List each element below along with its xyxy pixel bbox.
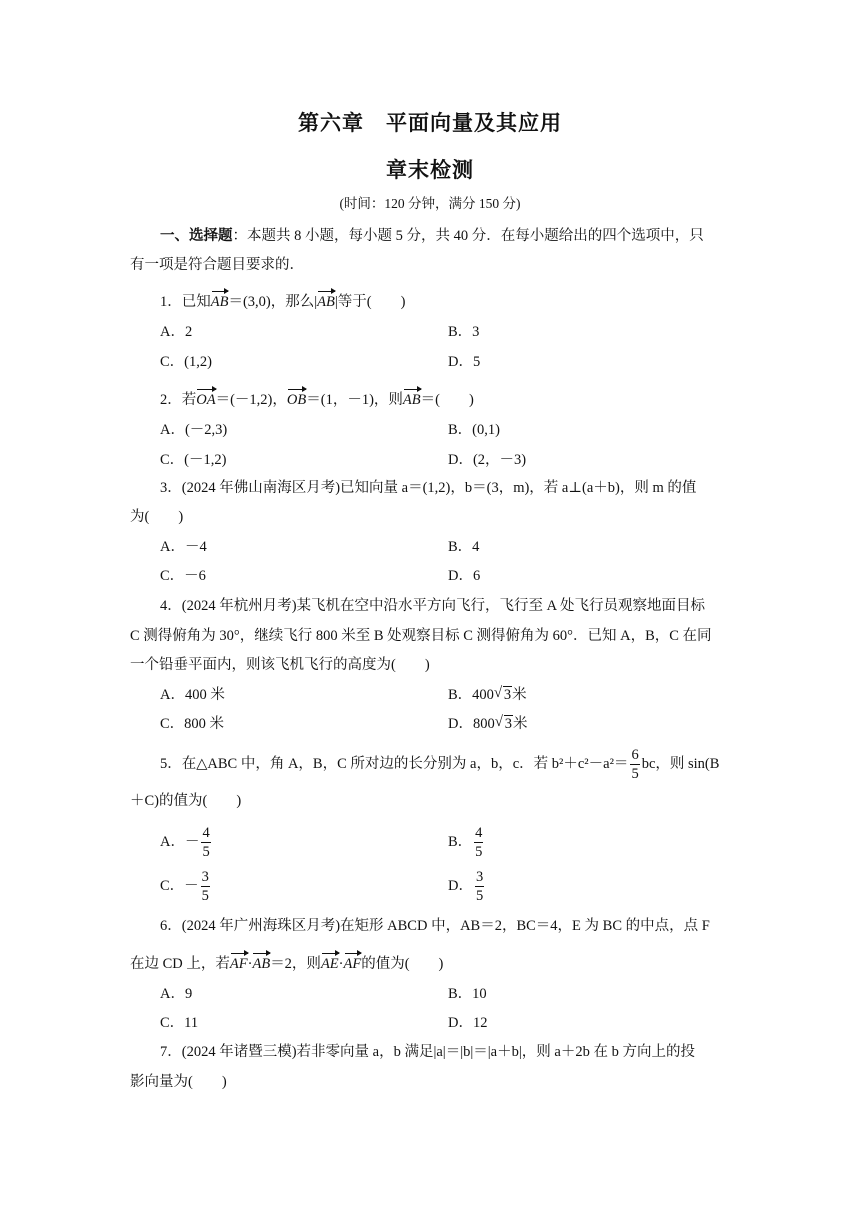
question-7-stem-line1: 7．(2024 年诸暨三模)若非零向量 a，b 满足|a|＝|b|＝|a＋b|，则 a＋2b 在 b 方向上的投 [160, 1044, 695, 1060]
section1-label: 一、选择题 [160, 228, 233, 244]
question-5-option-a: A．－ $\frac{4}{5}$ [160, 825, 210, 861]
question-4-option-a: A．400 米 [160, 687, 225, 703]
question-5-stem-line1: 5．在△ABC 中，角 A，B，C 所对边的长分别为 a，b，c．若 b²＋c²－a²＝ $\frac{6}{5}$ bc，则 sin(B [160, 747, 720, 783]
question-3-option-d: D．6 [448, 568, 481, 584]
question-3-option-b: B．4 [448, 539, 480, 555]
question-5-stem-line2: ＋C)的值为( ) [130, 793, 242, 809]
question-6-stem-line1: 6．(2024 年广州海珠区月考)在矩形 ABCD 中，AB＝2，BC＝4，E 为 BC 的中点，点 F [160, 918, 710, 934]
question-3-option-a: A．－4 [160, 539, 207, 555]
vector-ob: OB [286, 392, 307, 408]
question-1-option-a: A．2 [160, 324, 193, 340]
question-3-stem-line1: 3．(2024 年佛山南海区月考)已知向量 a＝(1,2)，b＝(3，m)，若 a⊥(a＋b)，则 m 的值 [160, 480, 697, 496]
fraction: $\frac{4}{5}$ [475, 825, 483, 861]
question-2-option-a: A．(－2,3) [160, 422, 228, 438]
question-6-option-d: D．12 [448, 1015, 488, 1031]
question-1-option-d: D．5 [448, 354, 481, 370]
vector-ab: AB [252, 956, 271, 972]
section1-intro-line2: 有一项是符合题目要求的． [130, 257, 304, 273]
fraction: $\frac{4}{5}$ [202, 825, 210, 861]
question-7-stem-line2: 影向量为( ) [130, 1074, 227, 1090]
question-2-option-d: D．(2，－3) [448, 452, 527, 468]
vector-ab: AB [210, 294, 229, 310]
question-6-stem-line2: 在边 CD 上，若AF·AB＝2，则AE·AF的值为( ) [130, 956, 444, 972]
question-5-option-d: D． $\frac{3}{5}$ [448, 869, 484, 905]
question-3-option-c: C．－6 [160, 568, 206, 584]
question-4-option-b: B．400√ 3米 [448, 685, 527, 705]
question-1-option-c: C．(1,2) [160, 354, 212, 370]
question-4-option-d: D．800√ 3米 [448, 714, 527, 734]
question-4-stem-line3: 一个铅垂平面内，则该飞机飞行的高度为( ) [130, 657, 430, 673]
fraction: $\frac{3}{5}$ [201, 869, 209, 905]
question-2-option-c: C．(－1,2) [160, 452, 227, 468]
question-2-option-b: B．(0,1) [448, 422, 500, 438]
vector-ab: AB [317, 294, 335, 310]
fraction: $\frac{6}{5}$ [631, 747, 639, 783]
fraction: $\frac{3}{5}$ [475, 869, 484, 905]
chapter-title: 第六章 平面向量及其应用 [298, 111, 562, 135]
section1-intro-line1 [160, 226, 704, 246]
question-6-option-a: A．9 [160, 986, 193, 1002]
question-3-stem-line2: 为( ) [130, 509, 184, 525]
question-4-stem-line1: 4．(2024 年杭州月考)某飞机在空中沿水平方向飞行，飞行至 A 处飞行员观察地面目标 [160, 598, 705, 614]
section-title: 章末检测 [386, 158, 474, 182]
vector-oa: OA [196, 392, 216, 408]
question-6-option-c: C．11 [160, 1015, 199, 1031]
question-4-stem-line2: C 测得俯角为 30°，继续飞行 800 米至 B 处观察目标 C 测得俯角为 60°．已知 A，B，C 在同 [130, 628, 712, 644]
vector-ab: AB [402, 392, 421, 408]
vector-af: AF [343, 956, 362, 972]
sqrt-symbol: √ 3 [497, 714, 513, 734]
question-5-option-c: C．－ $\frac{3}{5}$ [160, 869, 209, 905]
question-5-option-b: B． $\frac{4}{5}$ [448, 825, 483, 861]
time-note: (时间：120 分钟，满分 150 分) [339, 196, 521, 211]
question-4-option-c: C．800 米 [160, 716, 225, 732]
vector-ae: AE [320, 956, 339, 972]
sqrt-symbol: √ 3 [496, 685, 512, 705]
vector-af: AF [229, 956, 248, 972]
question-2-stem: 2．若OA＝(－1,2)，OB＝(1，－1)，则AB＝( ) [160, 392, 474, 408]
question-1-option-b: B．3 [448, 324, 480, 340]
question-6-option-b: B．10 [448, 986, 487, 1002]
section1-text: ：本题共 8 小题，每小题 5 分，共 40 分．在每小题给出的四个选项中，只 [232, 228, 704, 244]
question-1-stem: 1．已知AB＝(3,0)，那么|AB|等于( ) [160, 294, 406, 310]
